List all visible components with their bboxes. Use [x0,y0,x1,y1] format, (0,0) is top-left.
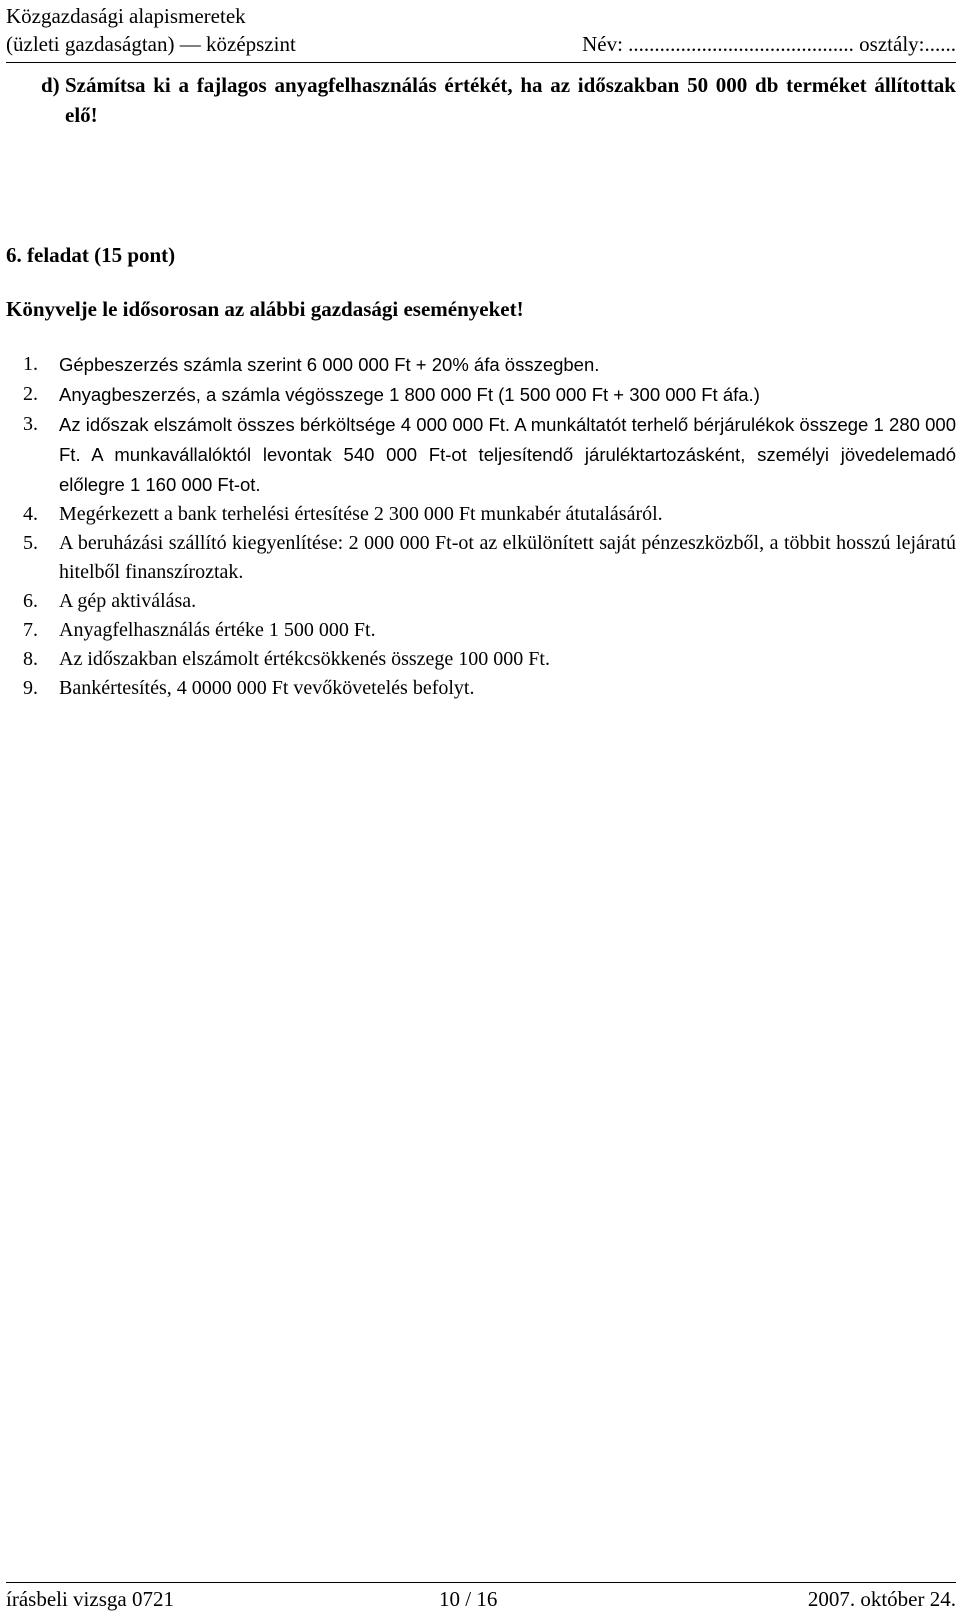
event-item [23,645,956,674]
event-item [23,529,956,587]
event-item [23,500,956,529]
event-item [23,616,956,645]
footer-page-number: 10 / 16 [439,1587,498,1611]
event-text: Az időszak elszámolt összes bérköltsége 4 000 000 Ft. A munkáltatót terhelő bérjárulékok összege 1 280 000 Ft. A munkavállalóktól levontak 540 000 Ft-ot teljesítendő járuléktartozásként, személyi jövedelemadó előlegre 1 160 000 Ft-ot. [59,414,956,495]
event-number: 8. [23,648,38,670]
event-text: A gép aktiválása. [59,590,197,612]
header-subject-line2: (üzleti gazdaságtan) — középszint [6,32,296,56]
event-number: 9. [23,677,38,699]
event-item [23,674,956,703]
event-item [23,380,956,410]
event-item [23,350,956,380]
header-subject [6,2,296,58]
events-list [23,350,956,703]
event-number: 2. [23,383,38,405]
event-number: 7. [23,619,38,641]
footer-exam-code: írásbeli vizsga 0721 [6,1587,174,1611]
event-text: Anyagfelhasználás értéke 1 500 000 Ft. [59,619,376,641]
event-text: A beruházási szállító kiegyenlítése: 2 000 000 Ft-ot az elkülönített saját pénzeszközből, a többit hosszú lejáratú hitelből finanszíroztak. [59,532,956,583]
header-subject-line1: Közgazdasági alapismeretek [6,4,246,28]
footer-divider [6,1582,956,1583]
header-name-class-field: Név: ........................................... osztály:...... [582,32,956,56]
event-number: 4. [23,503,38,525]
task-instruction: Könyvelje le idősorosan az alábbi gazdasági eseményeket! [6,297,524,321]
event-number: 6. [23,590,38,612]
event-text: Megérkezett a bank terhelési értesítése 2 300 000 Ft munkabér átutalásáról. [59,503,663,525]
question-d-marker: d) [41,73,60,97]
footer-date: 2007. október 24. [807,1587,956,1611]
event-text: Az időszakban elszámolt értékcsökkenés összege 100 000 Ft. [59,648,550,670]
event-text: Gépbeszerzés számla szerint 6 000 000 Ft + 20% áfa összegben. [59,354,600,375]
page-header [6,2,956,62]
question-d-text: Számítsa ki a fajlagos anyagfelhasználás értékét, ha az időszakban 50 000 db terméket állítottak elő! [65,73,956,127]
page-footer [6,1584,956,1614]
event-text: Bankértesítés, 4 0000 000 Ft vevőkövetelés befolyt. [59,677,475,699]
event-number: 3. [23,413,38,435]
header-divider [6,62,956,63]
event-text: Anyagbeszerzés, a számla végösszege 1 800 000 Ft (1 500 000 Ft + 300 000 Ft áfa.) [59,384,760,405]
event-item [23,587,956,616]
event-number: 5. [23,532,38,554]
task-title: 6. feladat (15 pont) [6,243,176,267]
event-item [23,410,956,500]
question-d [41,70,956,130]
event-number: 1. [23,353,38,375]
